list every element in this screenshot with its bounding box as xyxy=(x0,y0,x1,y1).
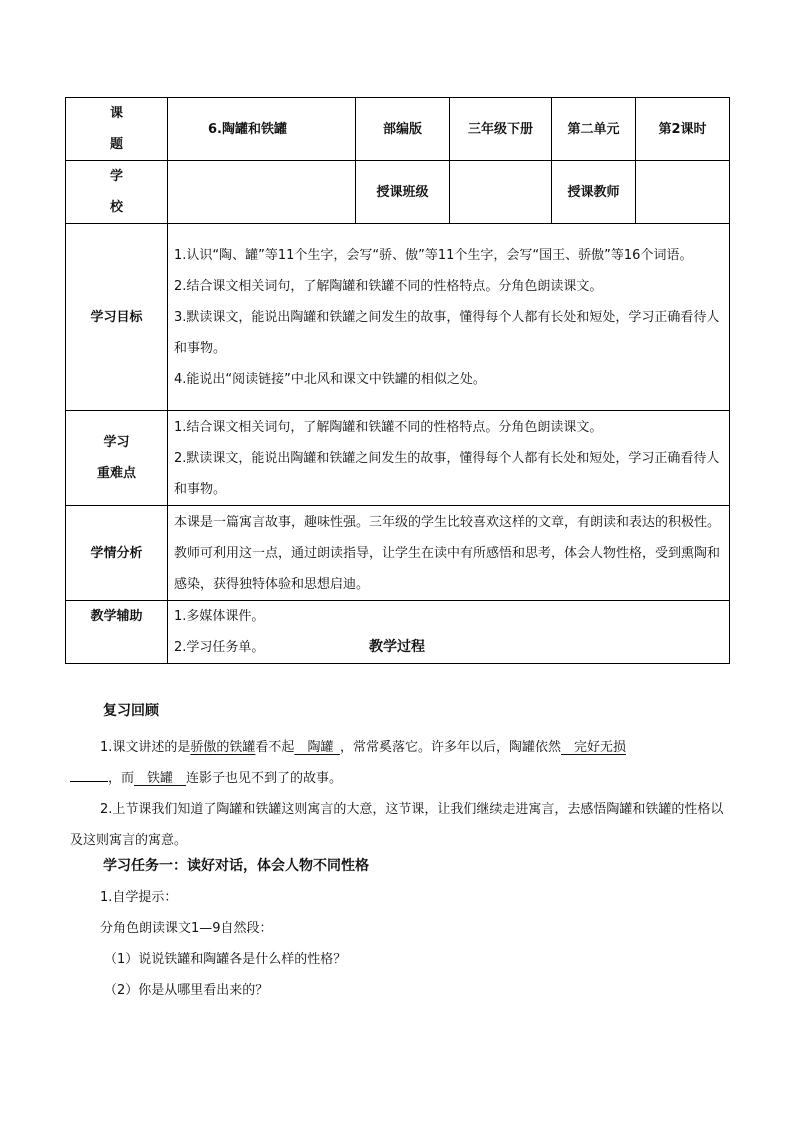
lesson-title: 6.陶罐和铁罐 xyxy=(168,98,356,161)
key-points-label xyxy=(66,411,168,506)
review-p1-blank-3-text: 完好无损 xyxy=(573,740,626,755)
key-point-item: 1.结合课文相关词句，了解陶罐和铁罐不同的性格特点。分角色朗读课文。 xyxy=(174,419,603,435)
class-label: 授课班级 xyxy=(356,161,450,224)
analysis-row xyxy=(66,506,730,601)
prompt-instruction: 分角色朗读课文1—9自然段： xyxy=(100,921,273,936)
prompt-question-1: （1）说说铁罐和陶罐各是什么样的性格？ xyxy=(104,952,347,967)
lesson-label: 课 题 xyxy=(66,98,168,161)
review-p1-blank-4 xyxy=(134,771,186,786)
review-paragraph-2: 2.上节课我们知道了陶罐和铁罐这则寓言的大意，这节课，让我们继续走进寓言，去感悟陶罐和铁罐的性格以及这则寓言的寓意。 xyxy=(70,802,724,848)
key-points-content xyxy=(168,411,730,506)
analysis-text: 本课是一篇寓言故事，趣味性强。三年级的学生比较喜欢这样的文章，有朗读和表达的积极性。教师可利用这一点，通过朗读指导，让学生在读中有所感悟和思考，体会人物性格，受到熏陶和感染，获得独特体验和思想启迪。 xyxy=(174,514,721,592)
teacher-label: 授课教师 xyxy=(552,161,636,224)
grade: 三年级下册 xyxy=(450,98,552,161)
table-header-row xyxy=(66,98,730,161)
unit: 第二单元 xyxy=(552,98,636,161)
review-p1-underline-cont xyxy=(70,767,108,782)
objectives-label: 学习目标 xyxy=(66,224,168,411)
process-title: 教学过程 xyxy=(369,639,425,655)
class-value xyxy=(450,161,552,224)
analysis-content xyxy=(168,506,730,601)
review-p1-blank-2-text: 陶罐 xyxy=(307,740,334,755)
review-p1-blank-4-text: 铁罐 xyxy=(147,771,174,786)
review-p1-blank-1: 骄傲的铁罐 xyxy=(190,740,256,755)
school-label: 学 校 xyxy=(66,161,168,224)
review-paragraph-1 xyxy=(70,732,730,794)
analysis-label: 学情分析 xyxy=(66,506,168,601)
teacher-value xyxy=(636,161,730,224)
prompt-label: 1.自学提示： xyxy=(100,890,178,905)
period: 第2课时 xyxy=(636,98,730,161)
objectives-row xyxy=(66,224,730,411)
key-points-label-line1: 学习 xyxy=(103,435,130,450)
aid-item: 2.学习任务单。 xyxy=(174,640,265,655)
objective-item: 1.认识“陶、罐”等11个生字，会写“骄、傲”等11个生字，会写“国王、骄傲”等16个词语。 xyxy=(174,247,693,263)
aid-item: 1.多媒体课件。 xyxy=(174,609,265,624)
aids-label: 教学辅助 xyxy=(66,601,168,664)
school-row xyxy=(66,161,730,224)
edition: 部编版 xyxy=(356,98,450,161)
key-points-label-line2: 重难点 xyxy=(96,466,136,481)
school-value xyxy=(168,161,356,224)
review-p1-text-5: 连影子也见不到了的故事。 xyxy=(186,771,343,786)
key-point-item: 2.默读课文，能说出陶罐和铁罐之间发生的故事，懂得每个人都有长处和短处，学习正确看待人和事物。 xyxy=(174,450,720,497)
review-p1-blank-3 xyxy=(561,740,626,755)
review-p1-text-2: 看不起 xyxy=(255,740,295,755)
review-p1-text-1: 1.课文讲述的是 xyxy=(100,740,191,755)
objective-item: 2.结合课文相关词句，了解陶罐和铁罐不同的性格特点。分角色朗读课文。 xyxy=(174,278,603,294)
key-points-row xyxy=(66,411,730,506)
review-p1-blank-2 xyxy=(294,740,340,755)
objectives-content xyxy=(168,224,730,411)
review-p1-text-4: ，而 xyxy=(108,771,135,786)
review-heading: 复习回顾 xyxy=(103,703,159,719)
review-p1-text-3: ，常常奚落它。许多年以后，陶罐依然 xyxy=(339,740,561,755)
task-heading: 学习任务一：读好对话，体会人物不同性格 xyxy=(103,858,369,874)
objective-item: 3.默读课文，能说出陶罐和铁罐之间发生的故事，懂得每个人都有长处和短处，学习正确看待人和事物。 xyxy=(174,309,720,356)
prompt-question-2: （2）你是从哪里看出来的？ xyxy=(104,983,269,998)
objective-item: 4.能说出“阅读链接”中北风和课文中铁罐的相似之处。 xyxy=(174,371,486,387)
lesson-plan-table xyxy=(65,97,730,664)
